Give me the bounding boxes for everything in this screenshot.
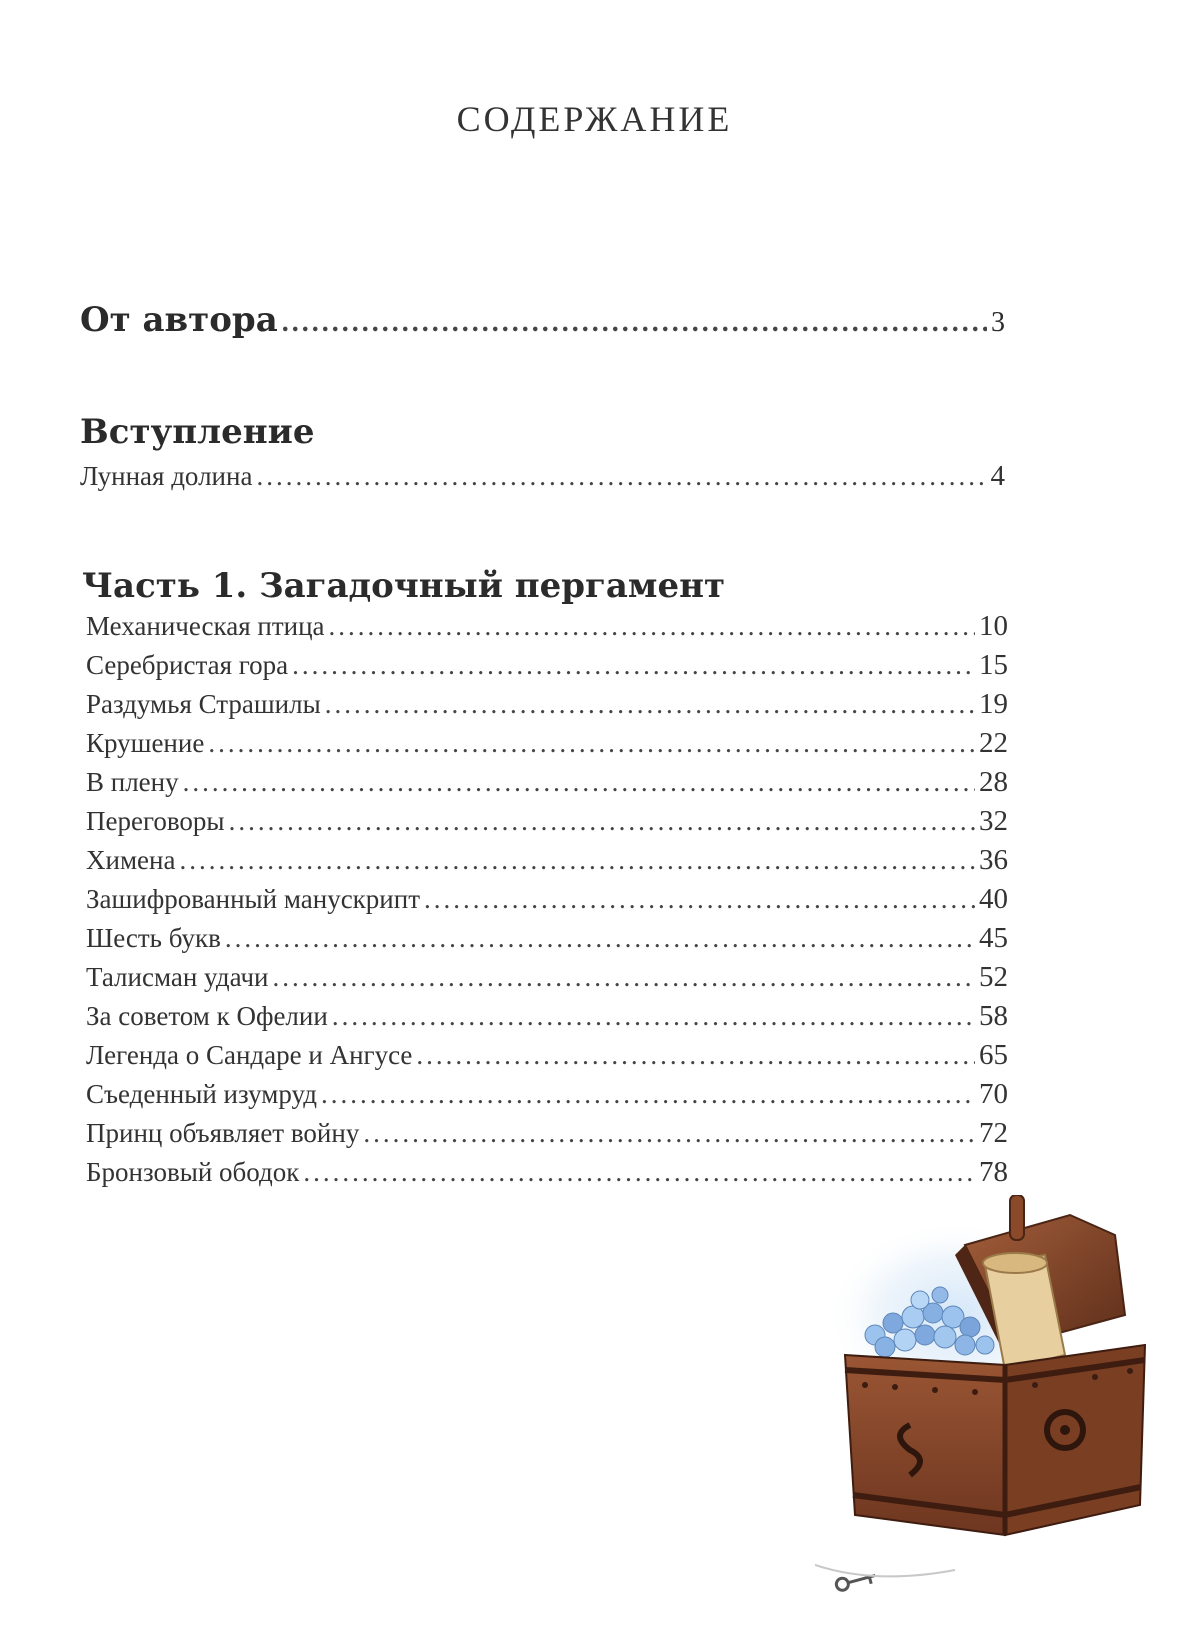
treasure-chest-icon: [815, 1195, 1185, 1635]
section-heading-intro: Вступление: [80, 412, 315, 452]
toc-entry-label: Серебристая гора: [86, 650, 289, 680]
toc-entry: [86, 883, 1008, 916]
dot-leader: [332, 1001, 975, 1032]
dot-leader: [256, 461, 986, 492]
toc-entry-label: Химена: [86, 845, 176, 875]
toc-entry-page: 40: [979, 883, 1008, 915]
toc-entry-label: Легенда о Сандаре и Ангусе: [86, 1040, 413, 1070]
toc-entry: [86, 1039, 1008, 1072]
dot-leader: [273, 962, 975, 993]
dot-leader: [329, 611, 975, 642]
toc-entry-page: 65: [979, 1039, 1008, 1071]
toc-entry: [86, 610, 1008, 643]
dot-leader: [416, 1040, 975, 1071]
toc-entry-author: [80, 300, 1005, 340]
section-heading-part1: Часть 1. Загадочный пергамент: [82, 566, 726, 606]
toc-entry: [86, 844, 1008, 877]
dot-leader: [321, 1079, 975, 1110]
toc-entry-page: 52: [979, 961, 1008, 993]
dot-leader: [183, 767, 975, 798]
toc-entry-label: За советом к Офелии: [86, 1001, 328, 1031]
dot-leader: [303, 1157, 975, 1188]
dot-leader: [179, 845, 975, 876]
dot-leader: [229, 806, 975, 837]
toc-entry-label: Зашифрованный манускрипт: [86, 884, 420, 914]
toc-entry: [86, 805, 1008, 838]
toc-entry-label: Переговоры: [86, 806, 225, 836]
toc-entry-label: Съеденный изумруд: [86, 1079, 318, 1109]
dot-leader: [208, 728, 975, 759]
toc-entry-page: 19: [979, 688, 1008, 720]
dot-leader: [363, 1118, 975, 1149]
toc-entry: [86, 1078, 1008, 1111]
toc-entry-label: Лунная долина: [80, 461, 253, 491]
toc-entry-label: Бронзовый ободок: [86, 1157, 300, 1187]
toc-entry-label: Принц объявляет войну: [86, 1118, 360, 1148]
toc-entry-page: 3: [991, 307, 1005, 338]
toc-entry: [86, 727, 1008, 760]
toc-entry-page: 36: [979, 844, 1008, 876]
dot-leader: [325, 689, 975, 720]
toc-entry-page: 58: [979, 1000, 1008, 1032]
toc-entry-page: 70: [979, 1078, 1008, 1110]
toc-entry: [86, 1117, 1008, 1150]
toc-entry-page: 4: [990, 460, 1005, 492]
toc-entry-page: 72: [979, 1117, 1008, 1149]
dot-leader: [292, 650, 975, 681]
toc-entry: [80, 460, 1005, 493]
toc-entry-page: 78: [979, 1156, 1008, 1188]
dot-leader: [424, 884, 975, 915]
toc-entry-label: Раздумья Страшилы: [86, 689, 321, 719]
toc-entry-page: 15: [979, 649, 1008, 681]
toc-entry: [86, 766, 1008, 799]
toc-entry: [86, 688, 1008, 721]
toc-entry-label: В плену: [86, 767, 179, 797]
toc-entry-page: 10: [979, 610, 1008, 642]
toc-entry-page: 32: [979, 805, 1008, 837]
toc-entry-label: Шесть букв: [86, 923, 221, 953]
toc-entry: [86, 649, 1008, 682]
toc-entry-label: Талисман удачи: [86, 962, 269, 992]
toc-entry: [86, 961, 1008, 994]
toc-title: СОДЕРЖАНИЕ: [456, 99, 733, 139]
toc-entry-label: Механическая птица: [86, 611, 325, 641]
toc-entry-label: Крушение: [86, 728, 205, 758]
toc-entry-page: 22: [979, 727, 1008, 759]
dot-leader: [225, 923, 975, 954]
toc-entry-page: 45: [979, 922, 1008, 954]
toc-entry-label: От автора: [80, 300, 278, 340]
dot-leader: [282, 307, 987, 339]
toc-entry: [86, 922, 1008, 955]
toc-entry: [86, 1156, 1008, 1189]
toc-entry: [86, 1000, 1008, 1033]
toc-entry-page: 28: [979, 766, 1008, 798]
